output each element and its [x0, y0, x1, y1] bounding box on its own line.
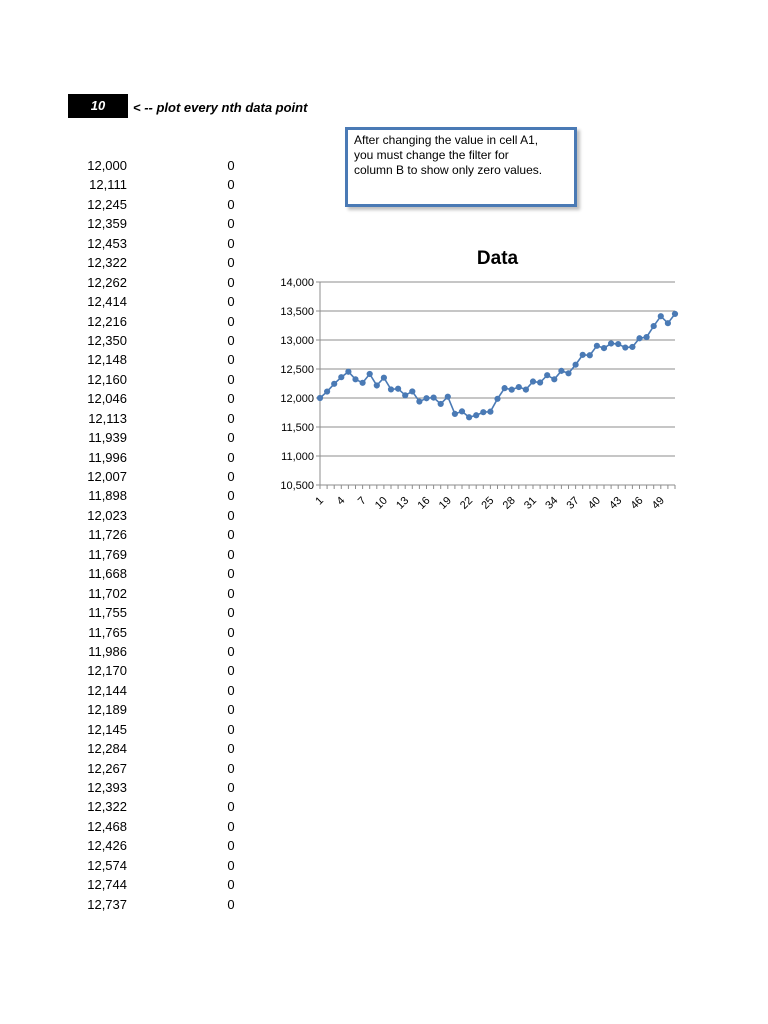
data-point [431, 395, 436, 400]
data-point [481, 410, 486, 415]
data-point [523, 387, 528, 392]
cell-value[interactable]: 11,765 [88, 624, 127, 640]
cell-value[interactable]: 11,755 [88, 605, 127, 621]
table-row [60, 195, 260, 214]
x-tick-label: 43 [607, 494, 625, 512]
cell-value[interactable]: 11,668 [88, 566, 127, 582]
cell-filter-flag[interactable]: 0 [227, 274, 235, 290]
x-tick-label: 1 [313, 494, 327, 508]
data-point [644, 335, 649, 340]
table-row [60, 312, 260, 331]
y-tick-label: 13,500 [280, 306, 314, 318]
cell-filter-flag[interactable]: 0 [227, 255, 235, 271]
data-point [566, 371, 571, 376]
x-tick-label: 22 [458, 494, 476, 512]
data-point [637, 336, 642, 341]
y-tick-label: 10,500 [280, 480, 314, 492]
cell-value[interactable]: 12,262 [87, 274, 127, 290]
cell-filter-flag[interactable]: 0 [227, 780, 235, 795]
cell-filter-flag[interactable]: 0 [227, 196, 235, 212]
table-row [60, 778, 260, 797]
table-row [60, 350, 260, 369]
table-row [60, 273, 260, 292]
cell-value[interactable]: 12,414 [87, 294, 127, 310]
cell-value[interactable]: 12,111 [89, 177, 127, 193]
data-point [580, 352, 585, 357]
data-point [346, 369, 351, 374]
cell-value[interactable]: 11,986 [88, 643, 127, 659]
table-row [60, 564, 260, 583]
table-row [60, 448, 260, 467]
table-row [60, 234, 260, 253]
cell-filter-flag[interactable]: 0 [227, 430, 235, 446]
cell-value[interactable]: 12,359 [87, 216, 127, 232]
table-row [60, 642, 260, 661]
data-chart [260, 240, 700, 530]
table-row [60, 525, 260, 544]
cell-value[interactable]: 11,996 [88, 449, 127, 465]
data-point [360, 380, 365, 385]
cell-filter-flag[interactable]: 0 [227, 469, 235, 484]
table-row [60, 700, 260, 719]
data-point [516, 384, 521, 389]
note-line: After changing the value in cell A1, [354, 133, 539, 147]
table-row [60, 506, 260, 525]
data-point [459, 409, 464, 414]
cell-filter-flag[interactable]: 0 [227, 741, 235, 757]
data-point [609, 341, 614, 346]
cell-a1-n-value[interactable]: 10 [68, 94, 128, 118]
data-point [417, 399, 422, 404]
data-point [559, 368, 564, 373]
x-tick-label: 25 [479, 494, 497, 512]
x-tick-label: 31 [521, 494, 540, 512]
table-row [60, 817, 260, 836]
data-point [651, 323, 656, 328]
instruction-note [345, 127, 577, 207]
x-tick-label: 40 [585, 494, 604, 512]
data-point [509, 387, 514, 392]
x-tick-label: 7 [355, 494, 369, 508]
cell-value[interactable]: 11,939 [88, 430, 127, 446]
data-point [601, 346, 606, 351]
data-point [452, 411, 457, 416]
table-row [60, 759, 260, 778]
cell-value[interactable]: 12,574 [87, 857, 127, 873]
cell-filter-flag[interactable]: 0 [227, 896, 235, 912]
data-point [325, 389, 330, 394]
y-tick-label: 11,500 [281, 422, 314, 434]
table-row [60, 603, 260, 622]
cell-filter-flag[interactable]: 0 [227, 527, 235, 543]
data-point [438, 401, 443, 406]
table-row [60, 836, 260, 855]
data-point [332, 381, 337, 386]
x-tick-label: 19 [436, 494, 454, 512]
cell-value[interactable]: 12,160 [87, 371, 127, 387]
cell-filter-flag[interactable]: 0 [227, 371, 235, 387]
y-tick-label: 12,000 [280, 393, 314, 405]
cell-value[interactable]: 12,267 [87, 760, 127, 776]
cell-value[interactable]: 12,046 [87, 391, 127, 407]
cell-filter-flag[interactable]: 0 [227, 721, 235, 737]
data-point [530, 379, 535, 384]
data-point [353, 377, 358, 382]
data-point [317, 395, 322, 400]
table-row [60, 584, 260, 603]
cell-value[interactable]: 11,769 [88, 546, 127, 562]
table-row [60, 467, 260, 486]
cell-filter-flag[interactable]: 0 [227, 449, 235, 465]
cell-value[interactable]: 12,144 [87, 682, 127, 698]
cell-filter-flag[interactable]: 0 [227, 760, 235, 776]
cell-value[interactable]: 12,453 [87, 235, 127, 251]
data-table [60, 156, 260, 914]
data-point [594, 343, 599, 348]
table-row [60, 681, 260, 700]
data-point [445, 394, 450, 399]
cell-filter-flag[interactable]: 0 [227, 216, 235, 232]
cell-filter-flag[interactable]: 0 [227, 818, 235, 834]
cell-value[interactable]: 12,322 [87, 799, 127, 815]
table-row [60, 623, 260, 642]
cell-value[interactable]: 12,148 [87, 352, 127, 368]
cell-filter-flag[interactable]: 0 [227, 332, 235, 348]
x-tick-label: 28 [500, 494, 518, 512]
cell-value[interactable]: 12,113 [88, 410, 127, 426]
data-point [616, 341, 621, 346]
cell-value[interactable]: 12,216 [87, 313, 127, 329]
cell-filter-flag[interactable]: 0 [227, 410, 235, 426]
data-point [502, 386, 507, 391]
hint-label: < -- plot every nth data point [133, 100, 308, 115]
table-row [60, 409, 260, 428]
table-row [60, 292, 260, 311]
cell-filter-flag[interactable]: 0 [227, 877, 235, 893]
cell-filter-flag[interactable]: 0 [227, 488, 235, 504]
table-row [60, 370, 260, 389]
x-tick-label: 16 [415, 494, 433, 512]
cell-value[interactable]: 11,726 [88, 527, 127, 543]
y-tick-label: 14,000 [280, 277, 314, 289]
cell-filter-flag[interactable]: 0 [227, 566, 235, 582]
y-tick-label: 12,500 [280, 364, 314, 376]
cell-value[interactable]: 12,322 [87, 255, 127, 271]
cell-value[interactable]: 12,284 [87, 741, 127, 757]
data-point [623, 345, 628, 350]
cell-filter-flag[interactable]: 0 [227, 177, 235, 193]
cell-filter-flag[interactable]: 0 [227, 838, 235, 854]
data-point [672, 311, 677, 316]
data-point [630, 344, 635, 349]
x-tick-label: 34 [543, 494, 561, 512]
table-row [60, 331, 260, 350]
cell-value[interactable]: 12,737 [87, 896, 127, 912]
cell-value[interactable]: 11,702 [88, 585, 127, 601]
note-line: column B to show only zero values. [354, 163, 543, 177]
cell-filter-flag[interactable]: 0 [227, 294, 235, 310]
table-row [60, 428, 260, 447]
data-point [367, 371, 372, 376]
data-point [545, 373, 550, 378]
cell-filter-flag[interactable]: 0 [227, 313, 235, 329]
table-row [60, 720, 260, 739]
cell-value[interactable]: 12,145 [87, 721, 127, 737]
cell-value[interactable]: 12,393 [87, 780, 127, 795]
y-tick-label: 13,000 [280, 335, 314, 347]
cell-filter-flag[interactable]: 0 [227, 507, 235, 523]
cell-filter-flag[interactable]: 0 [227, 857, 235, 873]
data-point [339, 375, 344, 380]
data-point [573, 362, 578, 367]
table-row [60, 486, 260, 505]
x-tick-label: 46 [628, 494, 646, 512]
cell-value[interactable]: 12,350 [87, 332, 127, 348]
cell-filter-flag[interactable]: 0 [227, 799, 235, 815]
cell-filter-flag[interactable]: 0 [227, 682, 235, 698]
chart-title: Data [476, 248, 519, 269]
table-row [60, 895, 260, 914]
table-row [60, 175, 260, 194]
table-row [60, 739, 260, 758]
table-row [60, 661, 260, 680]
cell-value[interactable]: 12,000 [87, 158, 127, 173]
cell-value[interactable]: 12,744 [87, 877, 127, 893]
cell-filter-flag[interactable]: 0 [227, 702, 235, 718]
data-point [538, 380, 543, 385]
cell-value[interactable]: 12,468 [87, 818, 127, 834]
data-point [424, 396, 429, 401]
x-tick-label: 4 [334, 494, 348, 508]
x-tick-label: 13 [394, 494, 412, 512]
note-line: you must change the filter for [354, 148, 509, 162]
cell-filter-flag[interactable]: 0 [227, 391, 235, 407]
cell-value[interactable]: 12,023 [87, 507, 127, 523]
cell-value[interactable]: 12,007 [87, 469, 127, 484]
cell-filter-flag[interactable]: 0 [227, 585, 235, 601]
table-row [60, 389, 260, 408]
data-point [396, 386, 401, 391]
cell-filter-flag[interactable]: 0 [227, 352, 235, 368]
data-point [374, 383, 379, 388]
cell-value[interactable]: 11,898 [88, 488, 127, 504]
cell-filter-flag[interactable]: 0 [227, 624, 235, 640]
cell-filter-flag[interactable]: 0 [227, 235, 235, 251]
data-point [403, 393, 408, 398]
cell-filter-flag[interactable]: 0 [227, 643, 235, 659]
cell-value[interactable]: 12,170 [87, 663, 127, 679]
table-row [60, 875, 260, 894]
y-tick-label: 11,000 [281, 451, 314, 463]
table-row [60, 156, 260, 175]
data-point [410, 389, 415, 394]
data-point [467, 415, 472, 420]
data-point [388, 387, 393, 392]
data-point [587, 353, 592, 358]
x-tick-label: 49 [649, 494, 667, 512]
table-row [60, 253, 260, 272]
data-point [658, 314, 663, 319]
data-point [474, 413, 479, 418]
table-row [60, 856, 260, 875]
data-point [552, 377, 557, 382]
table-row [60, 214, 260, 233]
data-point [495, 396, 500, 401]
cell-filter-flag[interactable]: 0 [227, 663, 235, 679]
cell-filter-flag[interactable]: 0 [227, 605, 235, 621]
data-point [665, 321, 670, 326]
cell-value[interactable]: 12,189 [87, 702, 127, 718]
cell-value[interactable]: 12,426 [87, 838, 127, 854]
cell-value[interactable]: 12,245 [87, 196, 127, 212]
cell-filter-flag[interactable]: 0 [227, 546, 235, 562]
data-point [381, 375, 386, 380]
x-tick-label: 37 [564, 494, 582, 512]
cell-filter-flag[interactable]: 0 [227, 158, 235, 173]
data-point [488, 409, 493, 414]
table-row [60, 545, 260, 564]
table-row [60, 797, 260, 816]
x-tick-label: 10 [372, 494, 391, 512]
